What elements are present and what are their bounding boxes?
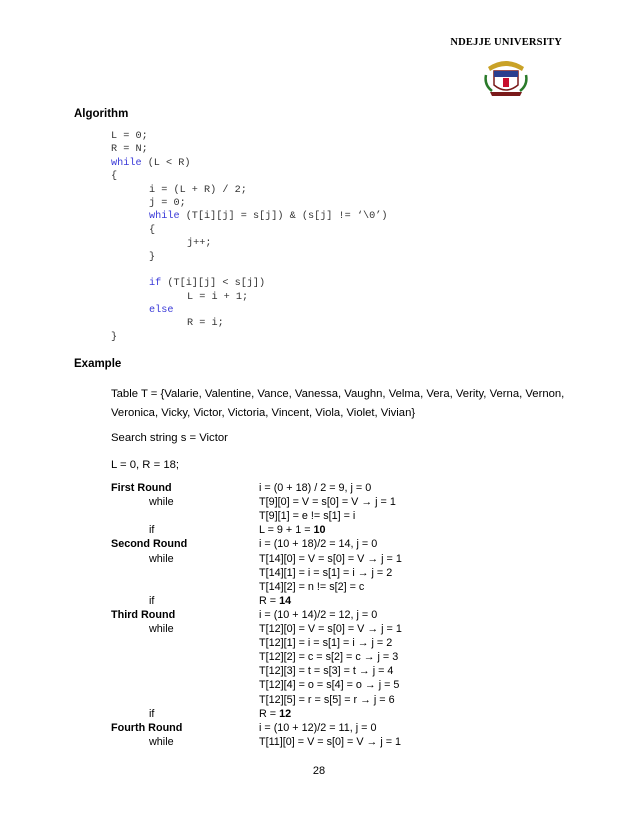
page-number: 28 — [312, 765, 326, 777]
code-line — [111, 317, 387, 330]
trace-step-text: i = (10 + 14)/2 = 12, j = 0 — [259, 608, 378, 621]
algorithm-code-block — [111, 130, 387, 344]
university-seal-logo — [484, 57, 528, 97]
table-definition-line-1: Table T = {Valarie, Valentine, Vance, Vanessa, Vaughn, Velma, Vera, Verity, Verna, Vernon, — [111, 388, 565, 400]
code-text: (T[i][j] = s[j]) & (s[j] != ‘\0’) — [179, 211, 388, 223]
code-line — [111, 210, 387, 223]
trace-step-text: i = (10 + 18)/2 = 14, j = 0 — [259, 538, 378, 551]
trace-step — [259, 495, 396, 509]
code-text: (L < R) — [141, 157, 191, 169]
algorithm-heading: Algorithm — [74, 108, 129, 120]
trace-step-text: R = — [259, 594, 280, 607]
university-name: NDEJJE UNIVERSITY — [450, 37, 562, 48]
trace-step — [259, 721, 376, 735]
code-text: } — [111, 331, 118, 343]
code-line — [111, 184, 387, 197]
round-label: Third Round — [111, 608, 176, 621]
trace-step — [259, 707, 291, 721]
trace-step — [259, 678, 399, 692]
step-label: while — [149, 623, 174, 635]
round-label: Second Round — [111, 538, 188, 551]
code-keyword: while — [149, 211, 180, 223]
trace-step — [259, 636, 392, 650]
trace-step-result: 14 — [279, 594, 292, 607]
trace-step-text: R = — [259, 707, 280, 720]
step-label: if — [149, 707, 155, 720]
trace-step-text: T[12][2] = c = s[2] = c → j = 3 — [259, 651, 399, 664]
round-label: Fourth Round — [111, 721, 183, 734]
code-line — [111, 277, 387, 290]
trace-step-text: T[12][0] = V = s[0] = V → j = 1 — [259, 623, 402, 635]
code-line — [111, 170, 387, 183]
trace-step-text: T[12][1] = i = s[1] = i → j = 2 — [259, 637, 393, 650]
trace-step — [259, 608, 377, 622]
step-label: while — [149, 552, 174, 565]
trace-step — [259, 594, 291, 608]
step-label: while — [149, 496, 174, 509]
trace-step — [259, 664, 393, 678]
table-definition-line-2: Veronica, Vicky, Victor, Victoria, Vincent, Viola, Violet, Vivian} — [111, 406, 416, 419]
trace-step-text: T[14][2] = n != s[2] = c — [259, 580, 365, 593]
code-line — [111, 291, 387, 304]
code-text: R = N; — [111, 144, 148, 156]
code-line — [111, 304, 387, 317]
code-line — [111, 224, 387, 237]
trace-step — [259, 693, 395, 707]
code-text: L = i + 1; — [187, 291, 249, 303]
code-text: i = (L + R) / 2; — [149, 184, 247, 196]
code-text: { — [111, 171, 118, 183]
initial-bounds: L = 0, R = 18; — [111, 459, 180, 471]
trace-step — [259, 580, 364, 594]
trace-step — [259, 735, 401, 749]
round-label: First Round — [111, 482, 172, 494]
trace-step — [259, 509, 355, 523]
trace-step — [259, 650, 398, 664]
trace-step-result: 10 — [313, 524, 326, 537]
code-keyword: while — [111, 157, 142, 169]
trace-step — [259, 552, 402, 566]
trace-step — [259, 481, 371, 495]
trace-step-text: T[14][1] = i = s[1] = i → j = 2 — [259, 566, 393, 579]
search-string: Search string s = Victor — [111, 432, 228, 444]
trace-step-text: i = (10 + 12)/2 = 11, j = 0 — [259, 721, 377, 734]
code-text: } — [149, 251, 156, 263]
code-line — [111, 157, 387, 170]
code-keyword: else — [149, 305, 174, 317]
code-line — [111, 264, 387, 277]
trace-step-text: L = 9 + 1 = — [259, 524, 314, 537]
trace-step-result: 12 — [279, 707, 292, 720]
trace-step-text: T[11][0] = V = s[0] = V → j = 1 — [259, 735, 402, 748]
trace-step-text: T[12][4] = o = s[4] = o → j = 5 — [259, 679, 400, 692]
code-line — [111, 130, 387, 143]
trace-step — [259, 537, 377, 551]
trace-step-text: T[14][0] = V = s[0] = V → j = 1 — [259, 552, 402, 565]
code-text: j = 0; — [149, 197, 186, 209]
code-text: L = 0; — [111, 131, 148, 142]
code-text: R = i; — [187, 318, 224, 330]
trace-step-text: T[9][1] = e != s[1] = i — [259, 510, 356, 523]
code-text: { — [149, 224, 156, 236]
table-definition — [111, 385, 581, 422]
trace-step — [259, 523, 326, 537]
trace-step-text: T[12][3] = t = s[3] = t → j = 4 — [259, 665, 394, 678]
code-line — [111, 197, 387, 210]
code-text: j++; — [187, 238, 212, 250]
step-label: if — [149, 594, 155, 607]
code-line — [111, 251, 387, 264]
example-heading: Example — [74, 358, 122, 370]
code-text: (T[i][j] < s[j]) — [161, 278, 266, 290]
trace-step — [259, 566, 392, 580]
code-line — [111, 331, 387, 344]
trace-step-text: T[9][0] = V = s[0] = V → j = 1 — [259, 496, 396, 509]
step-label: if — [149, 524, 155, 537]
step-label: while — [149, 735, 174, 748]
trace-step — [259, 622, 402, 636]
code-line — [111, 237, 387, 250]
code-line — [111, 143, 387, 156]
trace-step-text: T[12][5] = r = s[5] = r → j = 6 — [259, 693, 395, 706]
trace-step-text: i = (0 + 18) / 2 = 9, j = 0 — [259, 482, 372, 494]
code-keyword: if — [149, 278, 162, 290]
